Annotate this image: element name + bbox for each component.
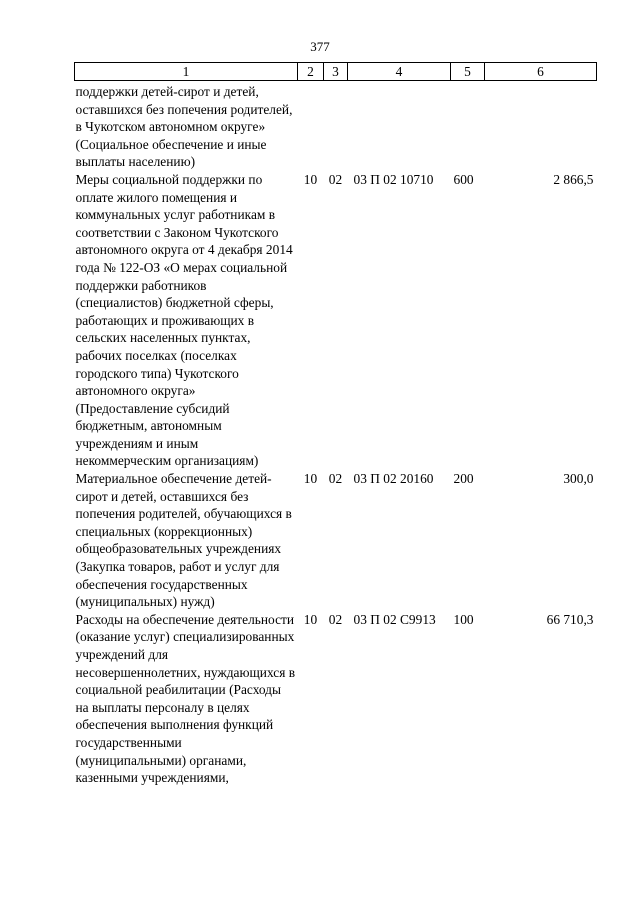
table-row xyxy=(75,171,597,470)
table-row xyxy=(75,611,597,787)
table-row xyxy=(75,81,597,171)
row-section: 10 xyxy=(303,171,318,187)
row-article xyxy=(348,81,451,171)
row-subsection: 02 xyxy=(328,471,343,487)
row-article: 03 П 02 10710 xyxy=(353,171,434,187)
row-section: 10 xyxy=(303,471,318,487)
row-subsection: 02 xyxy=(328,171,343,187)
page-number: 377 xyxy=(310,39,330,54)
row-name: Материальное обеспечение детей-сирот и детей, оставшихся без попечения родителей, обучающихся в специальных (коррекционных) общеобразовательных учреждениях (Закупка товаров, работ и услуг для обеспечения государственных (муниципальных) нужд) xyxy=(75,471,292,610)
row-amount: 2 866,5 xyxy=(553,171,594,187)
row-amount xyxy=(485,81,597,171)
row-name: Расходы на обеспечение деятельности (оказание услуг) специализированных учреждений для несовершеннолетних, нуждающихся в социальной реабилитации (Расходы на выплаты персоналу в целях обеспечения выполнения функций государственными (муниципальными) органами, казенными учреждениями, xyxy=(75,611,296,786)
row-amount: 300,0 xyxy=(563,471,594,487)
row-expense-type: 200 xyxy=(453,471,474,487)
row-expense-type xyxy=(451,81,485,171)
row-name: поддержки детей-сирот и детей, оставшихся без попечения родителей, в Чукотском автономном округе» (Социальное обеспечение и иные выплаты населению) xyxy=(75,84,293,170)
row-article: 03 П 02 20160 xyxy=(353,471,434,487)
row-article: 03 П 02 С9913 xyxy=(353,611,436,627)
column-header-3: 3 xyxy=(324,63,348,81)
row-subsection: 02 xyxy=(328,611,343,627)
column-header-2: 2 xyxy=(298,63,324,81)
row-expense-type: 600 xyxy=(453,171,474,187)
row-amount: 66 710,3 xyxy=(546,611,594,627)
column-header-1: 1 xyxy=(75,63,298,81)
column-header-4: 4 xyxy=(348,63,451,81)
row-section: 10 xyxy=(303,611,318,627)
table-row xyxy=(75,470,597,611)
column-header-5: 5 xyxy=(451,63,485,81)
row-expense-type: 100 xyxy=(453,611,474,627)
row-name: Меры социальной поддержки по оплате жилого помещения и коммунальных услуг работникам в соответствии с Законом Чукотского автономного округа от 4 декабря 2014 года № 122-ОЗ «О мерах социальной поддержки работников (специалистов) бюджетной сферы, работающих и проживающих в сельских населенных пунктах, рабочих поселках (поселках городского типа) Чукотского автономного округа» (Предоставление субсидий бюджетным, автономным учреждениям и иным некоммерческим организациям) xyxy=(75,171,293,469)
column-header-6: 6 xyxy=(485,63,597,81)
budget-table xyxy=(74,62,597,787)
row-section xyxy=(298,81,324,171)
row-subsection xyxy=(324,81,348,171)
table-header-row xyxy=(75,63,597,81)
